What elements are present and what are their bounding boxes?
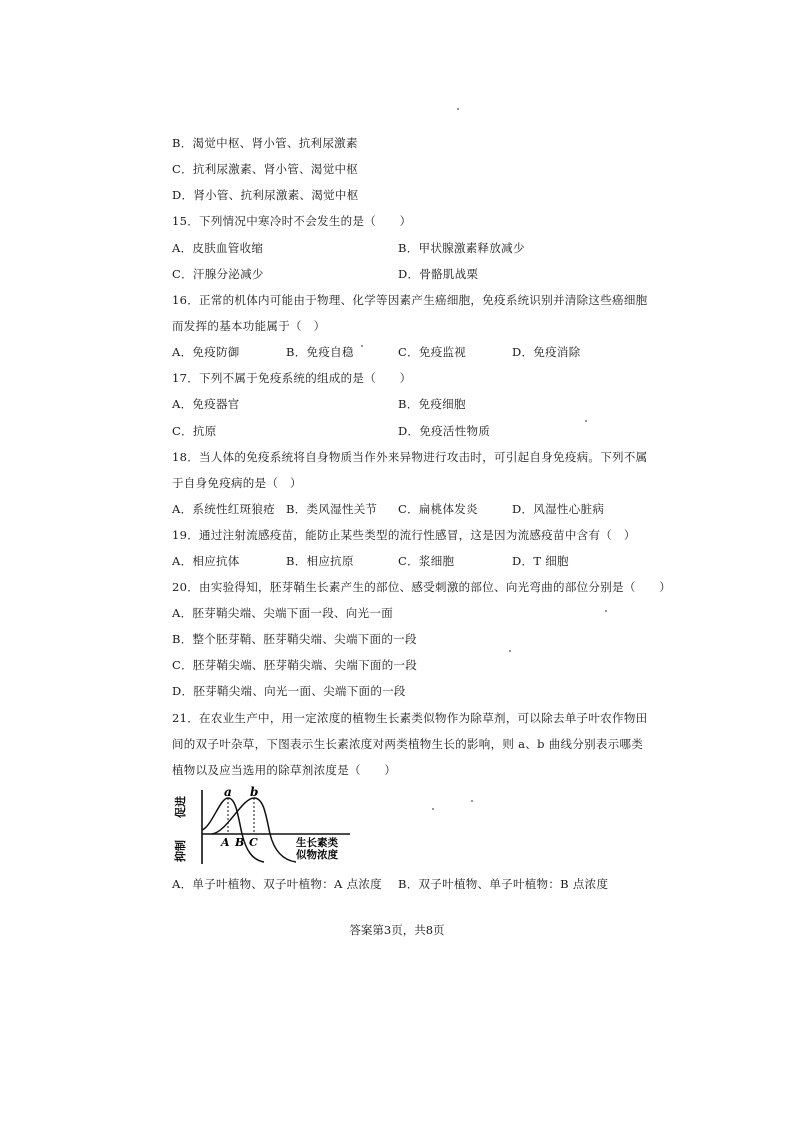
growth-curve-figure bbox=[172, 786, 362, 866]
q20-option-d: D．胚芽鞘尖端、向光一面、尖端下面的一段 bbox=[172, 684, 406, 698]
scan-speck bbox=[361, 345, 363, 347]
point-b-label: B bbox=[235, 836, 245, 849]
x-label-line2: 似物浓度 bbox=[296, 849, 338, 861]
q15-option-d: D．骨骼肌战栗 bbox=[398, 267, 479, 281]
q16-stem-2: 而发挥的基本功能属于（ ） bbox=[172, 319, 326, 333]
q15-option-c: C．汗腺分泌减少 bbox=[172, 267, 264, 281]
q15-option-b: B．甲状腺激素释放减少 bbox=[398, 241, 525, 255]
scan-speck bbox=[605, 610, 607, 612]
q18-stem-2: 于自身免疫病的是（ ） bbox=[172, 476, 302, 490]
point-c-label: C bbox=[249, 836, 258, 849]
q15-stem: 15．下列情况中寒冷时不会发生的是（ ） bbox=[172, 214, 412, 228]
q14-option-b: B．渴觉中枢、肾小管、抗利尿激素 bbox=[172, 136, 358, 150]
q21-option-a: A．单子叶植物、双子叶植物：A 点浓度 bbox=[172, 877, 382, 891]
curve-a-label: a bbox=[224, 786, 232, 799]
q21-option-b: B．双子叶植物、单子叶植物：B 点浓度 bbox=[398, 877, 609, 891]
q19-stem: 19．通过注射流感疫苗，能防止某些类型的流行性感冒，这是因为流感疫苗中含有（ ） bbox=[172, 528, 636, 542]
q21-stem-2: 间的双子叶杂草，下图表示生长素浓度对两类植物生长的影响，则 a、b 曲线分别表示哪类 bbox=[172, 737, 644, 751]
q16-option-a: A．免疫防御 bbox=[172, 345, 240, 359]
q21-stem-1: 21．在农业生产中，用一定浓度的植物生长素类似物作为除草剂，可以除去单子叶农作物田 bbox=[172, 711, 648, 725]
x-label-line1: 生长素类 bbox=[296, 837, 338, 849]
q19-option-a: A．相应抗体 bbox=[172, 554, 240, 568]
q16-option-c: C．免疫监视 bbox=[398, 345, 467, 359]
q19-option-d: D．T 细胞 bbox=[512, 554, 569, 568]
q18-option-a: A．系统性红斑狼疮 bbox=[172, 502, 276, 516]
q18-option-b: B．类风湿性关节 bbox=[286, 502, 378, 516]
q19-option-c: C．浆细胞 bbox=[398, 554, 455, 568]
curve-b-label: b bbox=[250, 786, 259, 799]
q17-option-c: C．抗原 bbox=[172, 424, 217, 438]
curve-a bbox=[202, 798, 264, 862]
q16-option-b: B．免疫自稳 bbox=[286, 345, 354, 359]
q17-option-d: D．免疫活性物质 bbox=[398, 424, 491, 438]
scan-speck bbox=[432, 808, 434, 810]
page-footer: 答案第3页，共8页 bbox=[349, 923, 445, 937]
q19-option-b: B．相应抗原 bbox=[286, 554, 354, 568]
q21-stem-3: 植物以及应当选用的除草剂浓度是（ ） bbox=[172, 763, 397, 777]
y-bottom-label: 抑制 bbox=[174, 840, 187, 862]
q20-stem: 20．由实验得知，胚芽鞘生长素产生的部位、感受刺激的部位、向光弯曲的部位分别是（ ） bbox=[172, 580, 672, 594]
q18-option-c: C．扁桃体发炎 bbox=[398, 502, 478, 516]
q20-option-a: A．胚芽鞘尖端、尖端下面一段、向光一面 bbox=[172, 606, 394, 620]
q16-stem-1: 16．正常的机体内可能由于物理、化学等因素产生癌细胞，免疫系统识别并清除这些癌细胞 bbox=[172, 293, 648, 307]
q18-stem-1: 18．当人体的免疫系统将自身物质当作外来异物进行攻击时，可引起自身免疫病。下列不属 bbox=[172, 450, 648, 464]
q14-option-d: D．肾小管、抗利尿激素、渴觉中枢 bbox=[172, 188, 359, 202]
scan-speck bbox=[509, 650, 511, 652]
q20-option-b: B．整个胚芽鞘、胚芽鞘尖端、尖端下面的一段 bbox=[172, 632, 417, 646]
scan-speck bbox=[457, 108, 459, 110]
q17-option-a: A．免疫器官 bbox=[172, 397, 240, 411]
q15-option-a: A．皮肤血管收缩 bbox=[172, 241, 264, 255]
q17-option-b: B．免疫细胞 bbox=[398, 397, 466, 411]
q14-option-c: C．抗利尿激素、肾小管、渴觉中枢 bbox=[172, 162, 359, 176]
q18-option-d: D．风湿性心脏病 bbox=[512, 502, 605, 516]
point-a-label: A bbox=[221, 836, 230, 849]
y-top-label: 促进 bbox=[174, 796, 187, 818]
scan-speck bbox=[471, 800, 473, 802]
q20-option-c: C．胚芽鞘尖端、胚芽鞘尖端、尖端下面的一段 bbox=[172, 658, 418, 672]
q16-option-d: D．免疫消除 bbox=[512, 345, 581, 359]
q17-stem: 17．下列不属于免疫系统的组成的是（ ） bbox=[172, 371, 412, 385]
scan-speck bbox=[585, 420, 587, 422]
